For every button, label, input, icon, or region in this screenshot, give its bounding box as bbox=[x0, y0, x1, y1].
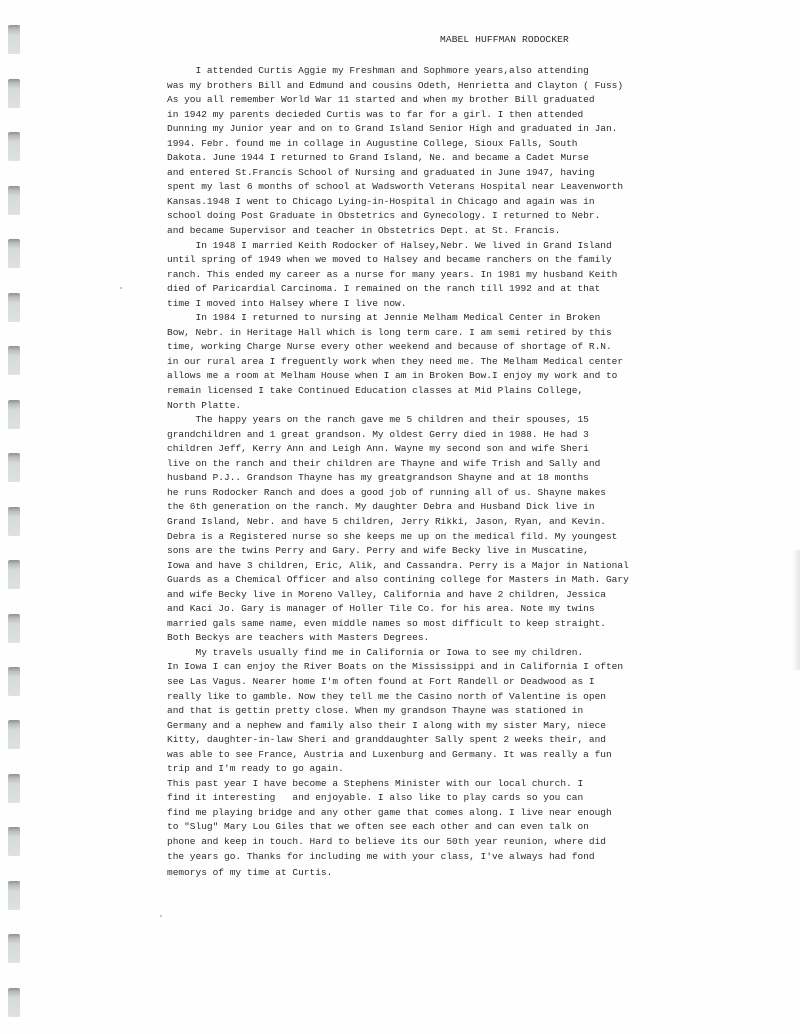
binder-hole bbox=[8, 239, 20, 268]
document-line: Kitty, daughter-in-law Sheri and granddaughter Sally spent 2 weeks their, and bbox=[167, 734, 606, 746]
document-line: Both Beckys are teachers with Masters Degrees. bbox=[167, 632, 430, 644]
document-line: time, working Charge Nurse every other weekend and because of shortage of R.N. bbox=[167, 341, 612, 353]
document-line: The happy years on the ranch gave me 5 children and their spouses, 15 bbox=[167, 414, 589, 426]
binder-hole bbox=[8, 988, 20, 1017]
document-line: was my brothers Bill and Edmund and cousins Odeth, Henrietta and Clayton ( Fuss) bbox=[167, 79, 624, 91]
binder-hole bbox=[8, 774, 20, 803]
document-line: 1994. Febr. found me in collage in Augustine College, Sioux Falls, South bbox=[167, 137, 578, 149]
binder-hole bbox=[8, 560, 20, 589]
document-line: find me playing bridge and any other game that comes along. I live near enough bbox=[167, 806, 612, 818]
document-line: This past year I have become a Stephens Minister with our local church. I bbox=[167, 777, 584, 789]
document-line: see Las Vagus. Nearer home I'm often found at Fort Randell or Deadwood as I bbox=[167, 675, 595, 687]
document-line: As you all remember World War 11 started and when my brother Bill graduated bbox=[167, 94, 595, 106]
binder-hole bbox=[8, 186, 20, 215]
document-line: ranch. This ended my career as a nurse for many years. In 1981 my husband Keith bbox=[167, 268, 618, 280]
document-line: he runs Rodocker Ranch and does a good job of running all of us. Shayne makes bbox=[167, 486, 606, 498]
document-line: married gals same name, even middle names so most difficult to keep straight. bbox=[167, 617, 606, 629]
document-line: was able to see France, Austria and Luxenburg and Germany. It was really a fun bbox=[167, 748, 612, 760]
binder-hole bbox=[8, 827, 20, 856]
document-line: to "Slug" Mary Lou Giles that we often see each other and can even talk on bbox=[167, 821, 589, 833]
document-line: In Iowa I can enjoy the River Boats on the Mississippi and in California I often bbox=[167, 661, 624, 673]
document-line: spent my last 6 months of school at Wadsworth Veterans Hospital near Leavenworth bbox=[167, 181, 624, 193]
document-line: memorys of my time at Curtis. bbox=[167, 867, 333, 879]
page-edge-shadow bbox=[792, 550, 800, 670]
document-body bbox=[167, 64, 629, 881]
document-line: Grand Island, Nebr. and have 5 children, Jerry Rikki, Jason, Ryan, and Kevin. bbox=[167, 515, 606, 527]
binder-hole bbox=[8, 400, 20, 429]
document-line: really like to gamble. Now they tell me the Casino north of Valentine is open bbox=[167, 690, 606, 702]
document-line: find it interesting and enjoyable. I also like to play cards so you can bbox=[167, 792, 584, 804]
document-line: Dakota. June 1944 I returned to Grand Island, Ne. and became a Cadet Murse bbox=[167, 152, 589, 164]
document-line: the years go. Thanks for including me with your class, I've always had fond bbox=[167, 850, 595, 862]
binder-hole bbox=[8, 453, 20, 482]
document-line: and Kaci Jo. Gary is manager of Holler Tile Co. for his area. Note my twins bbox=[167, 603, 595, 615]
document-line: phone and keep in touch. Hard to believe its our 50th year reunion, where did bbox=[167, 835, 606, 847]
document-line: remain licensed I take Continued Education classes at Mid Plains College, bbox=[167, 385, 584, 397]
document-line: husband P.J.. Grandson Thayne has my greatgrandson Shayne and at 18 months bbox=[167, 472, 589, 484]
document-line: live on the ranch and their children are Thayne and wife Trish and Sally and bbox=[167, 457, 601, 469]
binder-hole-strip bbox=[0, 0, 30, 1034]
binder-hole bbox=[8, 667, 20, 696]
document-line: died of Paricardial Carcinoma. I remained on the ranch till 1992 and at that bbox=[167, 283, 601, 295]
document-line: Bow, Nebr. in Heritage Hall which is long term care. I am semi retired by this bbox=[167, 326, 612, 338]
document-line: trip and I'm ready to go again. bbox=[167, 763, 344, 775]
document-line: in our rural area I freguently work when they need me. The Melham Medical center bbox=[167, 355, 624, 367]
binder-hole bbox=[8, 934, 20, 963]
binder-hole bbox=[8, 132, 20, 161]
document-line: North Platte. bbox=[167, 399, 242, 411]
binder-hole bbox=[8, 881, 20, 910]
document-line: sons are the twins Perry and Gary. Perry and wife Becky live in Muscatine, bbox=[167, 545, 589, 557]
binder-hole bbox=[8, 507, 20, 536]
document-line: children Jeff, Kerry Ann and Leigh Ann. Wayne my second son and wife Sheri bbox=[167, 443, 589, 455]
stray-mark bbox=[160, 915, 162, 917]
document-line: Dunning my Junior year and on to Grand Island Senior High and graduated in Jan. bbox=[167, 123, 618, 135]
document-line: I attended Curtis Aggie my Freshman and Sophmore years,also attending bbox=[167, 65, 589, 76]
document-line: Iowa and have 3 children, Eric, Alik, and Cassandra. Perry is a Major in National bbox=[167, 559, 629, 571]
binder-hole bbox=[8, 346, 20, 375]
document-line: and entered St.Francis School of Nursing and graduated in June 1947, having bbox=[167, 166, 595, 178]
binder-hole bbox=[8, 614, 20, 643]
document-line: Germany and a nephew and family also their I along with my sister Mary, niece bbox=[167, 719, 606, 731]
document-line: Guards as a Chemical Officer and also contining college for Masters in Math. Gary bbox=[167, 574, 629, 586]
document-line: allows me a room at Melham House when I am in Broken Bow.I enjoy my work and to bbox=[167, 370, 618, 382]
document-title: MABEL HUFFMAN RODOCKER bbox=[440, 34, 569, 45]
document-line: Debra is a Registered nurse so she keeps me up on the medical fild. My youngest bbox=[167, 530, 618, 542]
binder-hole bbox=[8, 293, 20, 322]
document-line: the 6th generation on the ranch. My daughter Debra and Husband Dick live in bbox=[167, 501, 595, 513]
document-line: My travels usually find me in California or Iowa to see my children. bbox=[167, 646, 584, 658]
document-line: In 1948 I married Keith Rodocker of Halsey,Nebr. We lived in Grand Island bbox=[167, 239, 612, 251]
document-line: Kansas.1948 I went to Chicago Lying-in-Hospital in Chicago and again was in bbox=[167, 195, 595, 207]
stray-mark bbox=[120, 287, 122, 289]
binder-hole bbox=[8, 720, 20, 749]
document-line: until spring of 1949 when we moved to Halsey and became ranchers on the family bbox=[167, 254, 612, 266]
document-line: grandchildren and 1 great grandson. My oldest Gerry died in 1988. He had 3 bbox=[167, 428, 589, 440]
document-line: and that is gettin pretty close. When my grandson Thayne was stationed in bbox=[167, 705, 584, 717]
document-line: and wife Becky live in Moreno Valley, California and have 2 children, Jessica bbox=[167, 588, 606, 600]
binder-hole bbox=[8, 79, 20, 108]
document-line: time I moved into Halsey where I live now. bbox=[167, 297, 407, 309]
document-line: In 1984 I returned to nursing at Jennie Melham Medical Center in Broken bbox=[167, 312, 601, 324]
document-line: in 1942 my parents decieded Curtis was to far for a girl. I then attended bbox=[167, 108, 584, 120]
document-line: school doing Post Graduate in Obstetrics and Gynecology. I returned to Nebr. bbox=[167, 210, 601, 222]
binder-hole bbox=[8, 25, 20, 54]
document-line: and became Supervisor and teacher in Obstetrics Dept. at St. Francis. bbox=[167, 225, 561, 237]
